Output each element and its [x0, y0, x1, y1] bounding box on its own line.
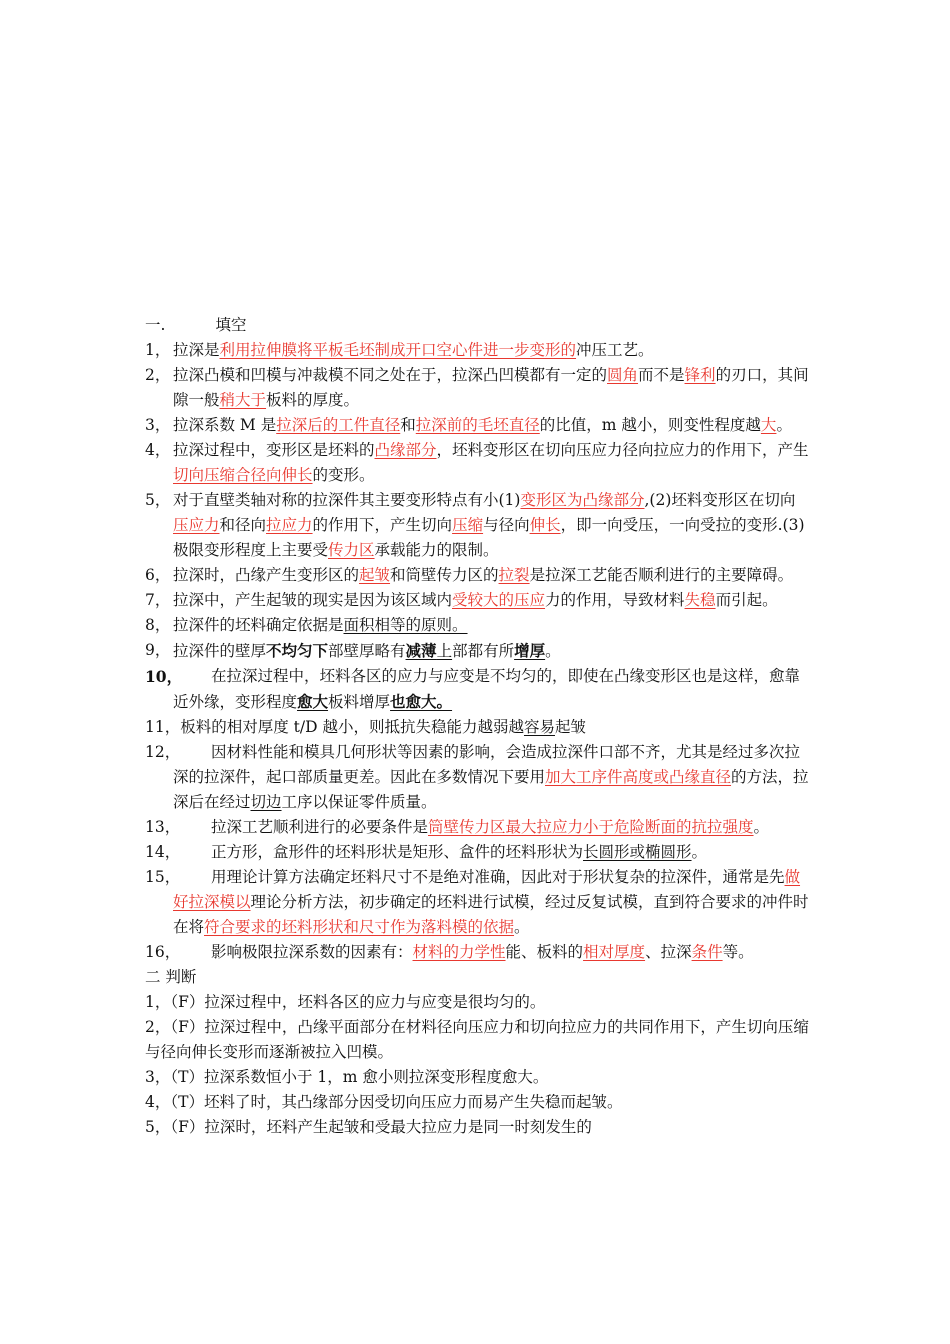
question-text: 。: [545, 642, 561, 660]
answer-text: 稍大于: [219, 391, 267, 409]
item-number: 7，: [145, 591, 171, 609]
answer-text: 压应力: [173, 516, 220, 534]
question-text: ,(2)坯料变形区在切向: [644, 491, 796, 509]
answer-text: 相对厚度: [583, 943, 646, 961]
question-text: 起皱: [554, 718, 586, 736]
answer-text: 变形区为凸缘部分: [520, 491, 645, 509]
question-text: 的比值，m 越小，则变性程度越: [539, 416, 761, 434]
answer-text: 符合要求的坯料形状和尺寸作为落料模的依据: [204, 918, 515, 936]
emphasis-text: 长圆形或椭圆形: [583, 843, 692, 861]
fill-item: [145, 715, 810, 740]
question-text: 拉深是: [173, 341, 220, 359]
answer-text: 条件: [691, 943, 723, 961]
fill-item: [145, 563, 810, 588]
fill-item: [145, 664, 810, 715]
question-text: 拉深凸模和凹模与冲裁模不同之处在于，拉深凸凹模都有一定的: [173, 366, 608, 384]
fill-item: [145, 488, 810, 563]
question-text: 而引起。: [715, 591, 778, 609]
fill-item: [145, 840, 810, 865]
question-text: 承载能力的限制。: [374, 541, 499, 559]
question-text: 拉深时，凸缘产生变形区的: [173, 566, 360, 584]
question-text: 理论分析方法，初步确定的坯料进行试模，经过反复试模，直到符合要求的冲件时在将: [173, 893, 809, 936]
question-text: 而不是: [638, 366, 685, 384]
question-text: 冲压工艺。: [576, 341, 654, 359]
question-text: 能、板料的: [505, 943, 584, 961]
item-number: 9，: [145, 641, 171, 659]
question-text: 用理论计算方法确定坯料尺寸不是绝对准确，因此对于形状复杂的拉深件，通常是先: [211, 868, 785, 886]
question-text: 和: [400, 416, 416, 434]
question-text: 拉深件的壁厚: [173, 642, 267, 660]
section-heading-judge: 二 判断: [145, 968, 197, 986]
question-text: ，坯料变形区在切向压应力径向拉应力的作用下，产生: [436, 441, 809, 459]
answer-text: 圆角: [607, 366, 639, 384]
item-number: 4，: [145, 441, 171, 459]
judge-item: 5，（F）拉深时，坯料产生起皱和受最大拉应力是同一时刻发生的: [145, 1118, 592, 1136]
answer-text: 拉深后的工件直径: [276, 416, 401, 434]
judge-item: 3，（T）拉深系数恒小于 1，m 愈小则拉深变形程度愈大。: [145, 1068, 549, 1086]
fill-item: [145, 815, 810, 840]
item-number: 12，: [145, 743, 181, 761]
question-text: 对于直壁类轴对称的拉深件其主要变形特点有小(1): [173, 491, 521, 509]
question-text: 影响极限拉深系数的因素有：: [211, 943, 413, 961]
item-number: 15，: [145, 868, 181, 886]
question-text: 是拉深工艺能否顺利进行的主要障碍。: [529, 566, 794, 584]
answer-text: 切向压缩合径向伸长: [173, 466, 313, 484]
question-text: 和径向: [219, 516, 267, 534]
question-text: 板料增厚: [328, 693, 391, 711]
item-number: 5，: [145, 491, 171, 509]
fill-item: [145, 613, 810, 638]
question-text: 正方形，盒形件的坯料形状是矩形、盒件的坯料形状为: [211, 843, 584, 861]
section-heading-fill: [145, 313, 810, 338]
section-title: 填空: [215, 316, 247, 334]
emphasis-text: 上: [436, 642, 453, 660]
answer-text: 做好拉深模以: [173, 868, 801, 911]
item-number: 3，: [145, 416, 171, 434]
answer-text: 利用拉伸膜将平板毛坯制成开口空心件进一步变形的: [219, 341, 577, 359]
fill-item: [145, 338, 810, 363]
emphasis-text: 面积相等的原则。: [343, 616, 468, 634]
answer-text: 拉裂: [498, 566, 530, 584]
answer-text: 传力区: [328, 541, 375, 559]
question-text: 与径向: [483, 516, 530, 534]
fill-item: [145, 865, 810, 940]
emphasis-text: 增厚: [514, 641, 546, 660]
fill-item: [145, 413, 810, 438]
judge-item: 2，（F）拉深过程中，凸缘平面部分在材料径向压应力和切向拉应力的共同作用下，产生切向压缩与径向伸长变形而逐渐被拉入凹模。: [145, 1018, 809, 1061]
answer-text: 加大工序件高度或凸缘直径: [545, 768, 732, 786]
judge-item: 1，（F）拉深过程中，坯料各区的应力与应变是很均匀的。: [145, 993, 546, 1011]
question-text: 。: [776, 416, 792, 434]
section-number: 一.: [145, 316, 166, 334]
question-text: 在拉深过程中，坯料各区的应力与应变是不均匀的，即使在凸缘变形区也是这样，愈靠近外缘，变形程度: [173, 667, 801, 711]
question-text: 的作用下，产生切向: [312, 516, 453, 534]
answer-text: 伸长: [529, 516, 561, 534]
item-number: 1，: [145, 341, 171, 359]
question-text: 部都有所: [452, 642, 515, 660]
answer-text: 凸缘部分: [374, 441, 437, 459]
answer-text: 拉深前的毛坯直径: [415, 416, 540, 434]
judgement-list: [145, 990, 810, 1140]
question-text: 拉深过程中，变形区是坯料的: [173, 441, 375, 459]
question-text: 的刃口，其间隙一般: [173, 366, 809, 409]
emphasis-text: 切边: [250, 793, 282, 811]
fill-item: [145, 438, 810, 488]
question-text: 、拉深: [645, 943, 692, 961]
answer-text: 材料的力学性: [412, 943, 506, 961]
question-text: 板料的厚度。: [266, 391, 360, 409]
answer-text: 受较大的压应: [452, 591, 546, 609]
item-number: 14，: [145, 843, 181, 861]
emphasis-text: 不均匀下: [266, 641, 329, 660]
item-number: 13，: [145, 818, 181, 836]
question-text: 拉深件的坯料确定依据是: [173, 616, 344, 634]
question-text: 因材料性能和模具几何形状等因素的影响，会造成拉深件口部不齐，尤其是经过多次拉深的拉深件，起口部质量更差。因此在多数情况下要用: [173, 743, 801, 786]
emphasis-text: 减薄: [405, 641, 437, 660]
item-number: 10，: [145, 667, 183, 686]
answer-text: 压缩: [452, 516, 484, 534]
question-text: 板料的相对厚度 t/D 越小，则抵抗失稳能力越弱越: [180, 718, 524, 736]
question-text: 拉深工艺顺利进行的必要条件是: [211, 818, 429, 836]
answer-text: 拉应力: [266, 516, 313, 534]
question-text: 等。: [722, 943, 754, 961]
question-text: 的变形。: [312, 466, 375, 484]
question-text: 工序以保证零件质量。: [281, 793, 437, 811]
fill-item: [145, 638, 810, 664]
document-body: [145, 313, 810, 1140]
fill-item: [145, 588, 810, 613]
item-number: 11，: [145, 718, 181, 736]
question-text: 的方法，拉深后在经过: [173, 768, 809, 811]
judge-item: 4，（T）坯料了时，其凸缘部分因受切向压应力而易产生失稳而起皱。: [145, 1093, 623, 1111]
question-text: 。: [514, 918, 530, 936]
emphasis-text: 容易: [523, 718, 555, 736]
item-number: 2，: [145, 366, 171, 384]
answer-text: 筒壁传力区最大拉应力小于危险断面的抗拉强度: [428, 818, 754, 836]
question-text: 拉深系数 M 是: [173, 416, 277, 434]
question-text: ，即一向受压，一向受拉的变形.(3)极限变形程度上主要受: [173, 516, 805, 559]
answer-text: 失稳: [684, 591, 716, 609]
item-number: 16，: [145, 943, 181, 961]
fill-item: [145, 363, 810, 413]
emphasis-text: 也愈大。: [390, 692, 453, 711]
answer-text: 起皱: [359, 566, 391, 584]
fill-item: [145, 940, 810, 965]
item-number: 8，: [145, 616, 171, 634]
question-text: 。: [691, 843, 708, 861]
emphasis-text: 愈大: [297, 692, 329, 711]
question-text: 和筒壁传力区的: [390, 566, 499, 584]
question-text: 。: [753, 818, 770, 836]
question-text: 部壁厚略有: [328, 642, 406, 660]
fill-item: [145, 740, 810, 815]
item-number: 6，: [145, 566, 171, 584]
question-text: 力的作用，导致材料: [545, 591, 685, 609]
answer-text: 大: [760, 416, 777, 434]
fill-in-list: [145, 338, 810, 965]
question-text: 拉深中，产生起皱的现实是因为该区域内: [173, 591, 453, 609]
answer-text: 锋利: [684, 366, 716, 384]
